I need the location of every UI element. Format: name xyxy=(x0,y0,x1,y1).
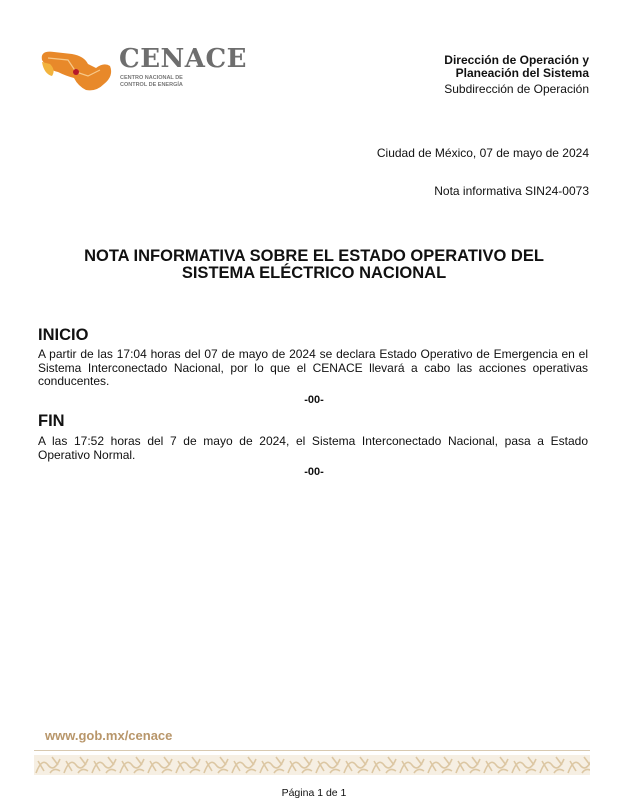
section-heading: INICIO xyxy=(38,326,89,344)
logo-subtitle: CENTRO NACIONAL DE CONTROL DE ENERGÍA xyxy=(120,75,183,88)
logo-text: CENACE xyxy=(119,44,247,74)
footer-divider xyxy=(34,750,590,751)
section-text: A las 17:52 horas del 7 de mayo de 2024, el Sistema Interconectado Nacional, pasa a Estado Operativo Normal. xyxy=(38,434,588,462)
separator: -00- xyxy=(304,466,324,478)
section-text: A partir de las 17:04 horas del 07 de mayo de 2024 se declara Estado Operativo de Emergencia en el Sistema Interconectado Nacional, por lo que el CENACE llevará a cabo las acciones operativas conducentes. xyxy=(38,347,588,388)
separator: -00- xyxy=(304,394,324,406)
footer-url[interactable]: www.gob.mx/cenace xyxy=(45,728,173,743)
cenace-logo-icon xyxy=(38,46,116,96)
section-heading: FIN xyxy=(38,412,65,430)
place-date: Ciudad de México, 07 de mayo de 2024 xyxy=(376,146,589,160)
subdirection: Subdirección de Operación xyxy=(444,82,589,96)
direction-heading: Dirección de Operación y Planeación del Sistema xyxy=(444,53,589,80)
page-number: Página 1 de 1 xyxy=(281,787,347,799)
note-id: Nota informativa SIN24-0073 xyxy=(434,184,589,198)
footer-pattern-icon xyxy=(34,755,590,775)
document-title: NOTA INFORMATIVA SOBRE EL ESTADO OPERATIVO DEL SISTEMA ELÉCTRICO NACIONAL xyxy=(84,247,544,282)
